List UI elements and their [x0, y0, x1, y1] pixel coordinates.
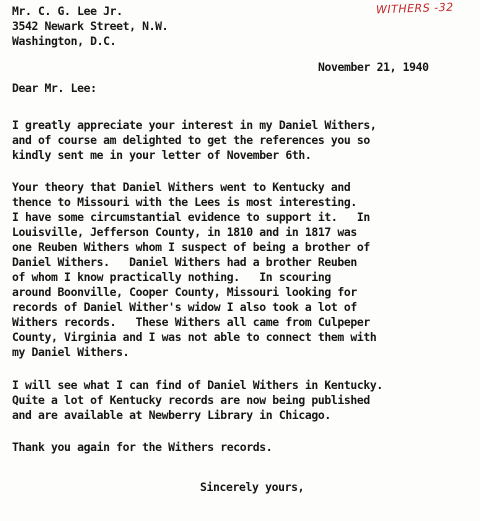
paragraph-2-line: Louisville, Jefferson County, in 1810 and in 1817 was [12, 225, 357, 239]
paragraph-2-line: I have some circumstantial evidence to support it. In [12, 210, 370, 224]
paragraph-2-line: my Daniel Withers. [12, 345, 130, 359]
handwritten-annotation: WITHERS -32 [375, 0, 454, 17]
closing: Sincerely yours, [200, 480, 305, 494]
recipient-street: 3542 Newark Street, N.W. [12, 19, 169, 33]
recipient-name: Mr. C. G. Lee Jr. [12, 4, 123, 18]
paragraph-3-line: I will see what I can find of Daniel Withers in Kentucky. [12, 378, 383, 392]
paragraph-2-line: County, Virginia and I was not able to connect them with [12, 330, 377, 344]
paragraph-2-line: Daniel Withers. Daniel Withers had a brother Reuben [12, 255, 357, 269]
paragraph-2-line: Your theory that Daniel Withers went to Kentucky and [12, 180, 351, 194]
salutation: Dear Mr. Lee: [12, 81, 97, 95]
paragraph-2-line: of whom I know practically nothing. In scouring [12, 270, 331, 284]
recipient-city: Washington, D.C. [12, 34, 117, 48]
paragraph-1-line: kindly sent me in your letter of November 6th. [12, 148, 312, 162]
paragraph-3-line: and are available at Newberry Library in Chicago. [12, 408, 331, 422]
paragraph-2-line: Withers records. These Withers all came from Culpeper [12, 315, 370, 329]
letter-date: November 21, 1940 [318, 60, 429, 74]
paragraph-2-line: records of Daniel Wither's widow I also took a lot of [12, 300, 357, 314]
paragraph-2-line: around Boonville, Cooper County, Missouri looking for [12, 285, 357, 299]
paragraph-3-line: Quite a lot of Kentucky records are now being published [12, 393, 370, 407]
paragraph-2-line: thence to Missouri with the Lees is most interesting. [12, 195, 357, 209]
paragraph-4-line: Thank you again for the Withers records. [12, 440, 273, 454]
paragraph-1-line: I greatly appreciate your interest in my Daniel Withers, [12, 118, 377, 132]
paragraph-2-line: one Reuben Withers whom I suspect of being a brother of [12, 240, 370, 254]
paragraph-1-line: and of course am delighted to get the references you so [12, 133, 370, 147]
